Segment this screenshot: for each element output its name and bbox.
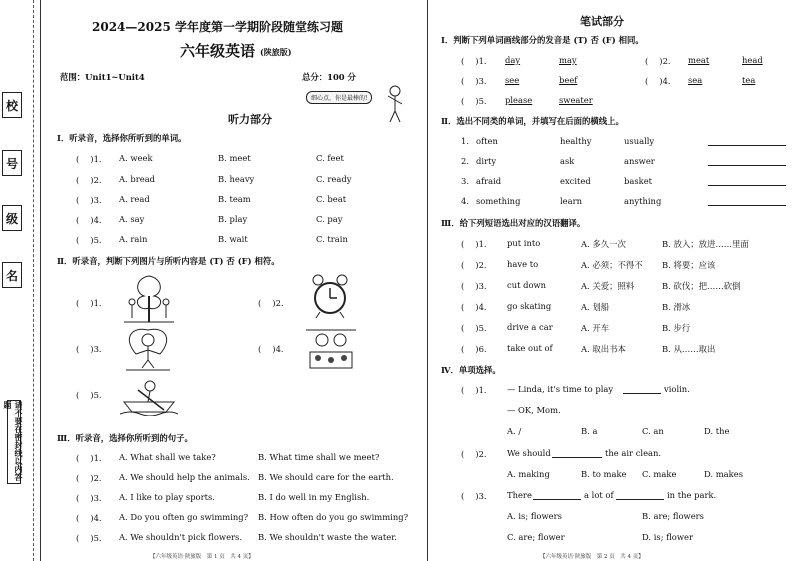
option-b: B. team [218, 194, 251, 204]
question-number: ( )2. [645, 56, 671, 66]
question-number: ( )1. [76, 453, 102, 463]
option-b: B. a [581, 426, 598, 436]
word-2: may [559, 55, 577, 65]
written-w1-heading: Ⅰ．判断下列单词画线部分的发音是 (T) 否 (F) 相同。 [441, 35, 644, 45]
question-tail: in the park. [667, 490, 717, 500]
question-number: ( )4. [76, 215, 102, 225]
picture-item-1: ( )1. [76, 298, 102, 308]
word-2: tea [742, 75, 756, 85]
written-w3-heading: Ⅲ．给下列短语选出对应的汉语翻译。 [441, 218, 586, 228]
question-tail: the air clean. [605, 448, 662, 458]
option-b: B. 砍伐；把……砍倒 [662, 281, 741, 291]
option-b: B. 步行 [662, 323, 691, 333]
option-b: B. 将要；应该 [662, 260, 716, 270]
option-b: B. are; flowers [642, 511, 704, 521]
option-b: B. heavy [218, 174, 255, 184]
option-b: B. play [218, 214, 248, 224]
picture-item-2: ( )2. [258, 298, 284, 308]
question-stem: We should [507, 448, 551, 458]
option-d: D. the [704, 426, 730, 436]
phrase: put into [507, 238, 541, 248]
margin-line [40, 0, 41, 561]
edition: (陕旅版) [260, 47, 292, 57]
question-number: ( )3. [461, 491, 487, 501]
option-b: B. meet [218, 153, 251, 163]
question-number: 1. [461, 136, 469, 146]
option-d: D. makes [704, 469, 744, 479]
option-c: C. are; flower [507, 532, 565, 542]
question-number: ( )6. [461, 344, 487, 354]
picture-item-5: ( )5. [76, 390, 102, 400]
question-number: ( )1. [461, 56, 487, 66]
question-number: ( )5. [461, 323, 487, 333]
option-c: C. an [642, 426, 664, 436]
question-tail: violin. [664, 384, 690, 394]
answer-blank[interactable] [623, 393, 661, 394]
question-number: ( )2. [461, 260, 487, 270]
option-b: B. 滑冰 [662, 302, 691, 312]
word-c: answer [624, 156, 655, 166]
option-a: A. week [119, 153, 153, 163]
question-number: ( )5. [76, 235, 102, 245]
question-number: ( )4. [461, 302, 487, 312]
rowing-boat-picture [120, 378, 178, 416]
word-1: day [505, 55, 521, 65]
option-b: B. I do well in my English. [258, 492, 370, 502]
total-score: 总分：100 分 [302, 72, 356, 82]
question-number: ( )2. [76, 473, 102, 483]
word-1: please [505, 95, 533, 105]
tree-planting-picture [124, 272, 174, 324]
word-1: sea [688, 75, 703, 85]
option-a: A. say [119, 214, 145, 224]
option-b: B. We shouldn't waste the water. [258, 532, 397, 542]
side-label-name: 名 [2, 262, 22, 288]
word-b: excited [560, 176, 591, 186]
exam-subtitle: 六年级英语 [180, 42, 256, 60]
option-a: A. bread [119, 174, 156, 184]
word-1: see [505, 75, 520, 85]
word-c: usually [624, 136, 655, 146]
option-a: A. 关爱；照料 [581, 281, 635, 291]
option-c: C. feet [316, 153, 344, 163]
option-a: A. 开车 [581, 323, 610, 333]
seal-line [33, 0, 34, 561]
option-c: C. make [642, 469, 677, 479]
reply-line: — OK, Mom. [507, 405, 561, 415]
side-label-number: 号 [2, 150, 22, 176]
option-a: A. 划船 [581, 302, 610, 312]
option-b: B. to make [581, 469, 627, 479]
option-a: A. 必须；不得不 [581, 260, 643, 270]
exam-title: 2024—2025 学年度第一学期阶段随堂练习题 [92, 20, 343, 34]
word-b: ask [560, 156, 575, 166]
listening-title: 听力部分 [228, 113, 272, 126]
question-number: ( )1. [461, 239, 487, 249]
listening-s2-heading: Ⅱ．听录音，判断下列图片与所听内容是 (T) 否 (F) 相符。 [57, 256, 280, 266]
encourage-banner: 细心点，你是最棒的! [306, 91, 372, 104]
question-number: ( )3. [461, 76, 487, 86]
picture-item-3: ( )3. [76, 344, 102, 354]
word-a: dirty [476, 156, 497, 166]
option-a: A. We shouldn't pick flowers. [119, 532, 242, 542]
option-a: A. read [119, 194, 150, 204]
option-a: A. is; flowers [507, 511, 562, 521]
word-a: often [476, 136, 498, 146]
question-number: ( )5. [461, 96, 487, 106]
option-c: C. beat [316, 194, 347, 204]
phrase: drive a car [507, 322, 553, 332]
word-2: beef [559, 75, 578, 85]
listening-s1-heading: Ⅰ．听录音，选择你所听到的单词。 [57, 133, 187, 143]
rope-skipping-picture [122, 328, 174, 372]
option-a: A. I like to play sports. [119, 492, 215, 502]
page-footer-1: 【六年级英语·陕旅版 第 1 页 共 4 页】 [150, 554, 254, 560]
word-1: meat [688, 55, 710, 65]
written-title: 笔试部分 [580, 15, 624, 28]
word-a: something [476, 196, 521, 206]
option-a: A. What shall we take? [119, 452, 216, 462]
question-number: ( )3. [461, 281, 487, 291]
side-label-school: 校 [2, 92, 22, 118]
answer-blank[interactable] [708, 205, 786, 206]
picture-item-4: ( )4. [258, 344, 284, 354]
option-d: D. is; flower [642, 532, 693, 542]
option-a: A. Do you often go swimming? [119, 512, 249, 522]
phrase: go skating [507, 301, 552, 311]
question-number: ( )3. [76, 195, 102, 205]
question-number: ( )5. [76, 533, 102, 543]
word-c: anything [624, 196, 662, 206]
answer-blank[interactable] [616, 499, 664, 500]
seal-warning: 请不要在密封线以内答题 [7, 400, 21, 484]
question-number: ( )1. [461, 385, 487, 395]
question-number: ( )3. [76, 493, 102, 503]
exam-scope: 范围：Unit1~Unit4 [60, 72, 145, 82]
option-b: B. 从……取出 [662, 344, 716, 354]
answer-blank[interactable] [708, 185, 786, 186]
page-divider [427, 0, 428, 561]
question-number: ( )4. [645, 76, 671, 86]
cartoon-boy-icon [386, 84, 404, 124]
option-a: A. 取出书本 [581, 344, 626, 354]
listening-s3-heading: Ⅲ．听录音，选择你所听到的句子。 [57, 433, 193, 443]
answer-blank[interactable] [708, 145, 786, 146]
question-stem: There [507, 490, 532, 500]
question-number: ( )1. [76, 154, 102, 164]
option-b: B. 放入；放进……里面 [662, 239, 749, 249]
word-c: basket [624, 176, 653, 186]
option-b: B. How often do you go swimming? [258, 512, 409, 522]
answer-blank[interactable] [552, 457, 602, 458]
option-c: C. ready [316, 174, 352, 184]
picnic-picture [306, 326, 356, 372]
question-stem: — Linda, it's time to play [507, 384, 614, 394]
option-a: A. rain [119, 234, 148, 244]
question-number: 3. [461, 176, 469, 186]
phrase: have to [507, 259, 539, 269]
word-b: healthy [560, 136, 592, 146]
word-a: afraid [476, 176, 502, 186]
word-2: sweater [559, 95, 593, 105]
question-number: 4. [461, 196, 469, 206]
written-w2-heading: Ⅱ．选出不同类的单词，并填写在后面的横线上。 [441, 116, 624, 126]
side-label-class: 级 [2, 205, 22, 231]
option-b: B. wait [218, 234, 248, 244]
question-number: ( )2. [461, 449, 487, 459]
question-number: 2. [461, 156, 469, 166]
option-a: A. 多久一次 [581, 239, 626, 249]
question-number: ( )2. [76, 175, 102, 185]
option-c: C. train [316, 234, 348, 244]
phrase: take out of [507, 343, 553, 353]
option-c: C. pay [316, 214, 343, 224]
option-b: B. We should care for the earth. [258, 472, 394, 482]
phrase: cut down [507, 280, 547, 290]
question-number: ( )4. [76, 513, 102, 523]
word-2: head [742, 55, 763, 65]
question-mid: a lot of [584, 490, 614, 500]
written-w4-heading: Ⅳ．单项选择。 [441, 365, 501, 375]
option-a: A. / [507, 426, 522, 436]
word-b: learn [560, 196, 583, 206]
option-b: B. What time shall we meet? [258, 452, 380, 462]
answer-blank[interactable] [708, 165, 786, 166]
option-a: A. making [507, 469, 550, 479]
page-footer-2: 【六年级英语·陕旅版 第 2 页 共 4 页】 [540, 554, 644, 560]
alarm-clock-picture [310, 272, 350, 320]
option-a: A. We should help the animals. [119, 472, 250, 482]
answer-blank[interactable] [533, 499, 581, 500]
